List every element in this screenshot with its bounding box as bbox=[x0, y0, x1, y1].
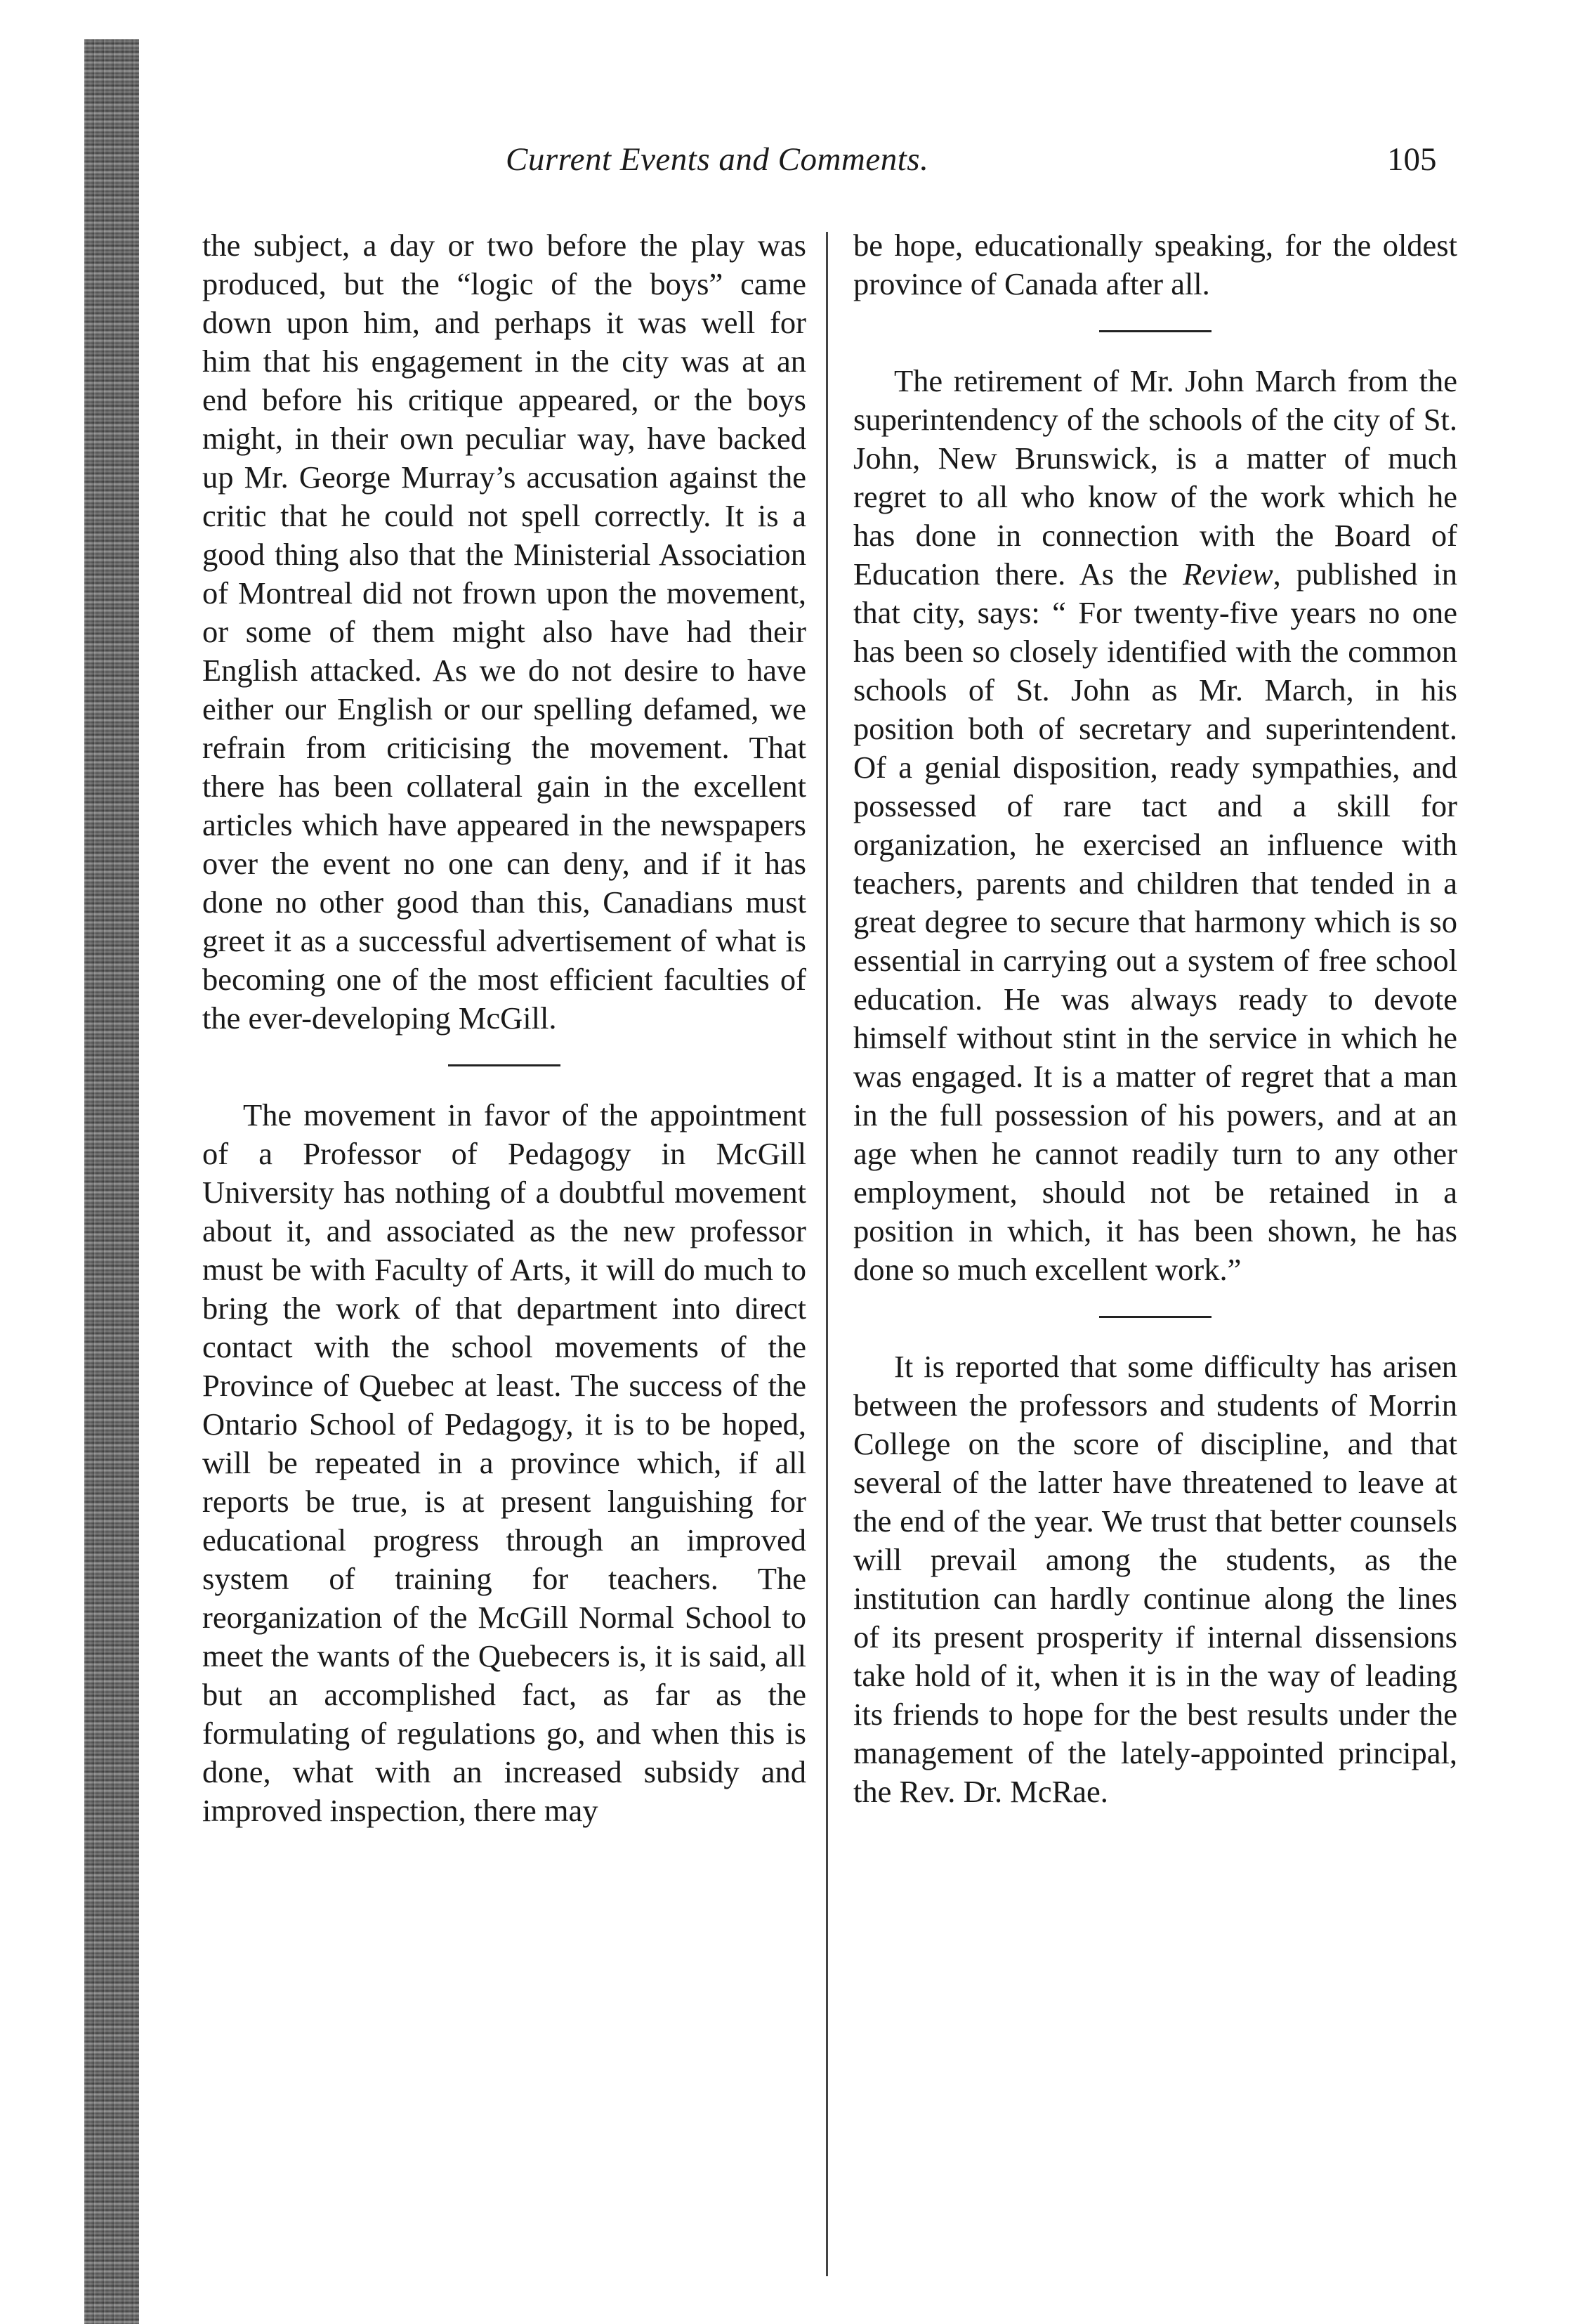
right-paragraph-2-text-b: , published in that city, says: “ For twenty-five years no one has been so closely identified with the common schools of St. John as Mr. March, in his position both of secretary and superintendent. Of a genial disposition, ready sympathies, and possessed of rare tact and a skill for organization, he exercised an influence with teachers, parents and children that tended in a great degree to secure that harmony which is so essential in carrying out a system of free school education. He was always ready to devote himself without stint in the service in which he was engaged. It is a matter of regret that a man in the full possession of his powers, and at an age when he cannot readily turn to any other employment, should not be retained in a position in which, it has been shown, he has done so much excellent work.” bbox=[853, 556, 1457, 1287]
section-rule bbox=[1099, 330, 1211, 332]
left-paragraph-2: The movement in favor of the appointment of a Professor of Pedagogy in McGill University has nothing of a doubtful movement about it, and associated as the new professor must be with Faculty of Arts, it will do much to bring the work of that department into direct contact with the school movements of the Province of Quebec at least. The success of the Ontario School of Pedagogy, it is to be hoped, will be repeated in a province which, if all reports be true, is at present languishing for educational progress through an improved system of training for teachers. The reorganization of the McGill Normal School to meet the wants of the Quebecers is, it is said, all but an accomplished fact, as far as the formulating of regulations go, and when this is done, what with an increased subsidy and improved inspection, there may bbox=[202, 1097, 806, 1828]
right-paragraph-2 bbox=[853, 362, 1457, 1289]
review-title: Review bbox=[1183, 556, 1273, 592]
right-paragraph-1: be hope, educationally speaking, for the oldest province of Canada after all. bbox=[853, 228, 1457, 301]
running-title: Current Events and Comments. bbox=[506, 141, 929, 178]
column-divider bbox=[826, 232, 828, 2276]
left-column bbox=[202, 226, 806, 1830]
left-paragraph-1: the subject, a day or two before the play was produced, but the “logic of the boys” came down upon him, and perhaps it was well for him that his engagement in the city was at an end before his critique appeared, or the boys might, in their own peculiar way, have backed up Mr. George Murray’s accusation against the critic that he could not spell correctly. It is a good thing also that the Ministerial Association of Montreal did not frown upon the movement, or some of them might also have had their English attacked. As we do not desire to have either our English or our spelling defamed, we refrain from criticising the movement. That there has been collateral gain in the excellent articles which have appeared in the newspapers over the event no one can deny, and if it has done no other good than this, Canadians must greet it as a successful advertisement of what is becoming one of the most efficient faculties of the ever-developing McGill. bbox=[202, 228, 806, 1036]
section-rule bbox=[448, 1064, 560, 1066]
right-paragraph-3: It is reported that some difficulty has arisen between the professors and students of Morrin College on the score of discipline, and that several of the latter have threatened to leave at the end of the year. We trust that better counsels will prevail among the students, as the institution can hardly continue along the lines of its present prosperity if internal dissensions take hold of it, when it is in the way of leading its friends to hope for the best results under the management of the lately-appointed principal, the Rev. Dr. McRae. bbox=[853, 1349, 1457, 1809]
book-spine-edge bbox=[84, 39, 139, 2324]
page-number: 105 bbox=[1387, 141, 1437, 178]
section-rule bbox=[1099, 1316, 1211, 1318]
right-column bbox=[853, 226, 1457, 1811]
right-paragraph-2-text-a: The retirement of Mr. John March from the superintendency of the schools of the city of St. John, New Brunswick, is a matter of much regret to all who know of the work which he has done in connection with the Board of Education there. As the bbox=[853, 363, 1457, 592]
